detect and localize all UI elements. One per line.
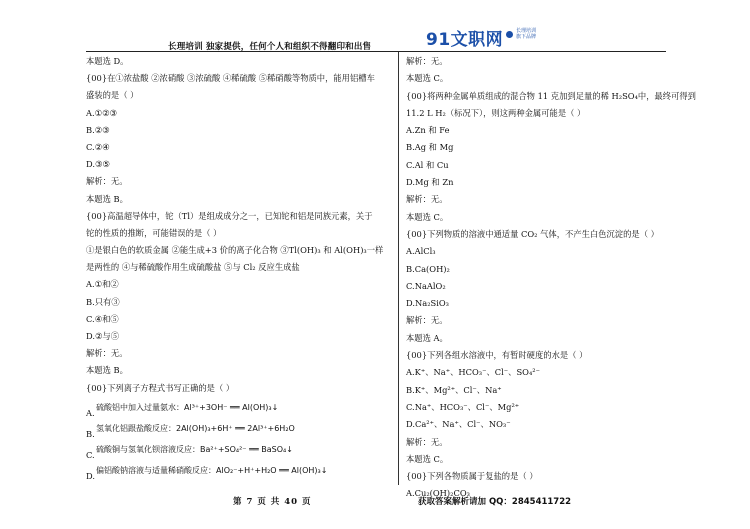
question-text: 盛装的是（ ） [86,90,139,101]
answer-line: 本题选 B。 [86,193,128,204]
option-line: B.Ca(OH)₂ [406,263,450,274]
answer-line: 本题选 C。 [406,453,449,464]
option-line: B.Ag 和 Mg [406,142,454,153]
analysis-line: 解析：无。 [406,56,448,66]
option-line: B.②③ [86,124,110,135]
question-text: 是两性的 ④与稀硫酸作用生成硫酸盐 ⑤与 Cl₂ 反应生成盐 [86,262,300,273]
equation-option-b [86,418,391,439]
question-text: {00}下列离子方程式书写正确的是（ ） [86,382,235,393]
option-line: C.NaAlO₂ [406,280,446,291]
option-line: A.①和② [86,279,119,290]
analysis-line: 解析：无。 [406,194,448,205]
question-text: {00}在①浓盐酸 ②浓硝酸 ③浓硫酸 ④稀硫酸 ⑤稀硝酸等物质中，能用铝槽车 [86,73,375,84]
footer-contact: 获取答案解析请加 QQ：2845411722 [418,497,572,507]
answer-line: 本题选 C。 [406,211,449,222]
option-equation: 硫酸铝中加入过量氨水：Al³⁺+3OH⁻ ══ Al(OH)₃↓ [96,402,279,412]
equation-option-a [86,397,391,418]
option-equation: 偏铝酸钠溶液与适量稀硝酸反应：AlO₂⁻+H⁺+H₂O ══ Al(OH)₃↓ [96,465,328,475]
option-letter: C. [86,449,95,460]
site-logo: 91文职网 [426,30,504,50]
option-line: A.K⁺、Na⁺、HCO₃⁻、Cl⁻、SO₄²⁻ [406,367,540,378]
option-line: D.②与⑤ [86,331,120,341]
equation-option-c [86,439,391,460]
option-line: C.Na⁺、HCO₃⁻、Cl⁻、Mg²⁺ [406,401,520,412]
option-letter: D. [86,470,95,481]
header-notice: 长理培训 独家提供，任何个人和组织不得翻印和出售 [168,42,372,52]
option-line: B.K⁺、Mg²⁺、Cl⁻、Na⁺ [406,384,502,395]
option-line: C.Al 和 Cu [406,159,449,170]
option-line: A.Cu₂(OH)₂CO₃ [406,488,470,499]
option-equation: 硫酸铜与氢氧化钡溶液反应：Ba²⁺+SO₄²⁻ ══ BaSO₄↓ [96,444,293,454]
page-number: 第 7 页 共 40 页 [233,497,312,507]
right-column [406,53,696,503]
logo-sub-line-2: 旗下品牌 [516,34,537,40]
option-line: D.Na₂SiO₃ [406,298,449,309]
question-text: 11.2 L H₂（标况下），则这两种金属可能是（ ） [406,107,586,118]
option-line: D.Mg 和 Zn [406,177,454,188]
option-line: B.只有③ [86,296,120,307]
option-line: A.Zn 和 Fe [406,125,450,136]
option-line: C.②④ [86,141,110,152]
logo-dot-icon [506,31,513,38]
equation-option-d [86,460,391,481]
question-text: {00}将两种金属单质组成的混合物 11 克加到足量的稀 H₂SO₄中，最终可得到 [406,90,696,101]
column-divider [398,52,399,485]
option-line: A.AlCl₃ [406,246,436,257]
logo-subtitle [516,28,536,40]
answer-line: 本题选 B。 [86,365,128,376]
analysis-line: 解析：无。 [86,176,128,187]
option-line: C.④和⑤ [86,313,119,324]
option-line: D.Ca²⁺、Na⁺、Cl⁻、NO₃⁻ [406,419,511,430]
option-letter: B. [86,428,95,439]
option-line: A.①②③ [86,107,117,118]
logo-sub-line-1: 长理培训 [516,28,537,34]
question-text: ①是银白色的软质金属 ②能生成+3 价的离子化合物 ③Tl(OH)₃ 和 Al(OH)₃一样 [86,245,384,256]
left-column [86,53,391,481]
answer-line: 本题选 C。 [406,73,449,84]
analysis-line: 解析：无。 [406,436,448,447]
question-text: {00}下列各组水溶液中，有暂时硬度的水是（ ） [406,350,588,361]
option-letter: A. [86,407,95,418]
option-line: D.③⑤ [86,159,110,170]
answer-line: 本题选 A。 [406,332,448,343]
question-text: {00}下列物质的溶液中通适量 CO₂ 气体，不产生白色沉淀的是（ ） [406,228,659,239]
question-text: {00}高温超导体中，铊（Tl）是组成成分之一，已知铊和铝是同族元素，关于 [86,210,373,221]
text-line: 本题选 D。 [86,56,129,66]
question-text: {00}下列各物质属于复盐的是（ ） [406,471,538,482]
option-equation: 氢氧化铝跟盐酸反应：2Al(OH)₃+6H⁺ ══ 2Al³⁺+6H₂O [96,423,295,433]
analysis-line: 解析：无。 [86,348,128,359]
analysis-line: 解析：无。 [406,315,448,326]
question-text: 铊的性质的推断，可能错误的是（ ） [86,227,222,238]
header-divider [86,51,666,52]
